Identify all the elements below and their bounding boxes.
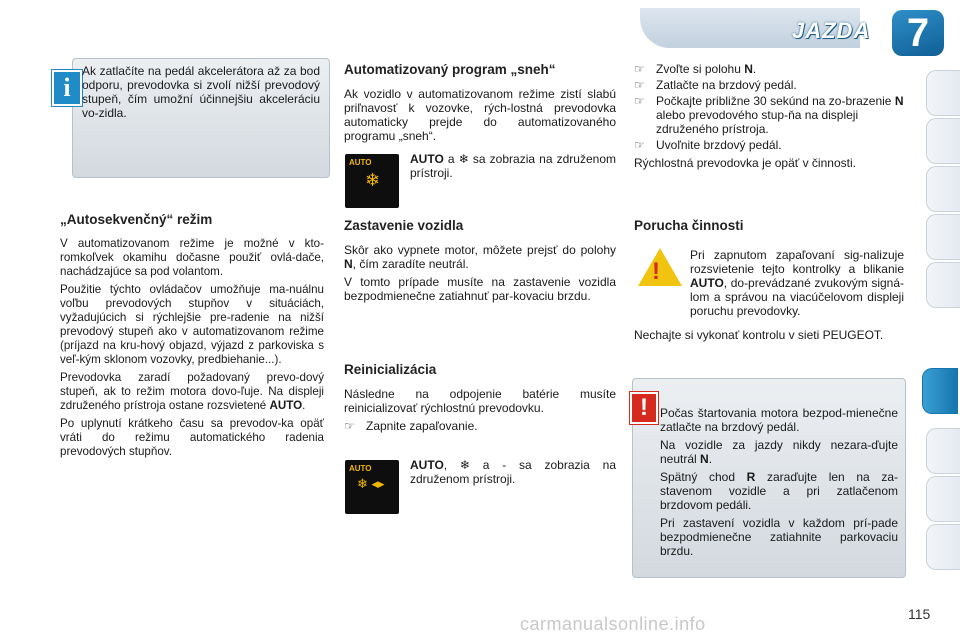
fault-paragraph-intro: Pri zapnutom zapaľovaní sig-nalizuje rozsvietenie tejto kontrolky a blikanie AUTO, do-prevádzané zvukovým signá-lom a správou na viacúčelovom displeji poruchu prevodovky. xyxy=(690,248,904,318)
section-heading: Porucha činnosti xyxy=(634,218,744,233)
watermark: carmanualsonline.info xyxy=(520,614,706,634)
chapter-tab[interactable] xyxy=(926,428,960,474)
paragraph: Počas štartovania motora bezpod-mienečne zatlačte na brzdový pedál. xyxy=(660,406,898,434)
snow-program-section xyxy=(344,62,616,147)
info-box-text: Ak zatlačíte na pedál akcelerátora až za bod odporu, prevodovka si zvolí nižší prevodový stupeň, čím umožní účinnejšiu akceleráciu vo-zidla. xyxy=(82,64,320,120)
paragraph: Použitie týchto ovládačov umožňuje ma-nuálnu voľbu prevodových stupňov v situáciách, vyžadujúcich si rýchlejšie pre-radenie na nižší prevodový stupeň ako v automatizovanom režime (príjazd na kru-hový objazd, výjazd z parkoviska s veľ-kým sklonom vozovky, predbiehanie...). xyxy=(60,283,324,366)
autosequential-section xyxy=(60,212,324,463)
warning-box-text xyxy=(660,406,898,562)
chapter-tab[interactable] xyxy=(926,524,960,570)
paragraph: Po uplynutí krátkeho času sa prevodov-ka opäť vráti do režimu automatického radenia prevodových stupňov. xyxy=(60,417,324,458)
reinit-icon-caption: AUTO, ❄ a - sa zobrazia na združenom prístroji. xyxy=(410,458,616,486)
auto-reinit-indicator-icon: AUTO ❄ ◂▸ xyxy=(345,460,399,514)
section-body xyxy=(344,87,616,143)
paragraph: V automatizovanom režime je možné v kto-romkoľvek okamihu dočasne použiť ovlá-dače, nachádzajúce sa pod volantom. xyxy=(60,237,324,278)
warning-triangle-icon xyxy=(638,248,682,286)
bullet-item: ☞ Zapnite zapaľovanie. xyxy=(344,419,478,433)
info-icon: i xyxy=(52,70,82,106)
chapter-tab[interactable] xyxy=(926,262,960,308)
fault-section xyxy=(634,218,906,233)
section-body xyxy=(60,237,324,459)
section-body xyxy=(344,387,616,433)
bullet-item: ☞ Počkajte približne 30 sekúnd na zo-brazenie N alebo prevodového stup-ňa na displeji združeného prístroja. xyxy=(634,94,904,136)
chapter-tab[interactable] xyxy=(926,476,960,522)
chapter-number-badge: 7 xyxy=(892,10,944,56)
reinitialization-section xyxy=(344,362,616,435)
chapter-tab[interactable] xyxy=(926,118,960,164)
section-heading: Zastavenie vozidla xyxy=(344,218,464,233)
stopping-section xyxy=(344,218,616,307)
auto-snow-indicator-icon: AUTO ❄ xyxy=(345,154,399,208)
chapter-tab[interactable] xyxy=(926,166,960,212)
paragraph: Prevodovka zaradí požadovaný prevo-dový stupeň, ak to režim motora dovo-ľuje. Na displeji združeného prístroja ostane rozsvietené AUTO. xyxy=(60,371,324,412)
section-heading: Automatizovaný program „sneh“ xyxy=(344,62,556,77)
exclamation-icon: ! xyxy=(630,392,658,424)
bullet-item: ☞ Uvoľnite brzdový pedál. xyxy=(634,138,782,152)
paragraph: Spätný chod R zaraďujte len na za-stavenom vozidle a pri zatlačenom brzdovom pedáli. xyxy=(660,470,898,512)
snow-icon-caption: AUTO a ❄ sa zobrazia na združenom prístroji. xyxy=(410,152,616,180)
chapter-title: JAZDA xyxy=(792,18,871,43)
chapter-tab[interactable] xyxy=(926,214,960,260)
reinit-steps xyxy=(634,62,906,170)
bullet-item: ☞ Zatlačte na brzdový pedál. xyxy=(634,78,797,92)
paragraph: Na vozidle za jazdy nikdy nezara-ďujte neutrál N. xyxy=(660,438,898,466)
paragraph: V tomto prípade musíte na zastavenie vozidla bezpodmienečne zatiahnuť par-kovaciu brzdu. xyxy=(344,275,616,303)
paragraph: Ak vozidlo v automatizovanom režime zistí slabú priľnavosť k vozovke, rých-lostná prevodovka automaticky prejde do automatizovaného programu „sneh“. xyxy=(344,87,616,143)
section-body xyxy=(344,243,616,303)
paragraph: Rýchlostná prevodovka je opäť v činnosti. xyxy=(634,156,856,170)
paragraph: Pri zastavení vozidla v každom prí-pade bezpodmienečne zatiahnite parkovaciu brzdu. xyxy=(660,516,898,558)
section-heading: Reinicializácia xyxy=(344,362,437,377)
fault-paragraph: Nechajte si vykonať kontrolu v sieti PEUGEOT. xyxy=(634,328,884,342)
section-heading: „Autosekvenčný“ režim xyxy=(60,212,213,227)
paragraph: Skôr ako vypnete motor, môžete prejsť do polohy N, čím zaradíte neutrál. xyxy=(344,243,616,271)
chapter-tab-active[interactable] xyxy=(922,368,958,414)
chapter-tabs xyxy=(926,70,960,590)
exclamation-mark-icon: ! xyxy=(652,258,660,285)
paragraph: Následne na odpojenie batérie musíte reinicializovať rýchlostnú prevodovku. xyxy=(344,387,616,415)
bullet-item: ☞ Zvoľte si polohu N. xyxy=(634,62,757,76)
chapter-tab[interactable] xyxy=(926,70,960,116)
page-number: 115 xyxy=(908,606,931,622)
